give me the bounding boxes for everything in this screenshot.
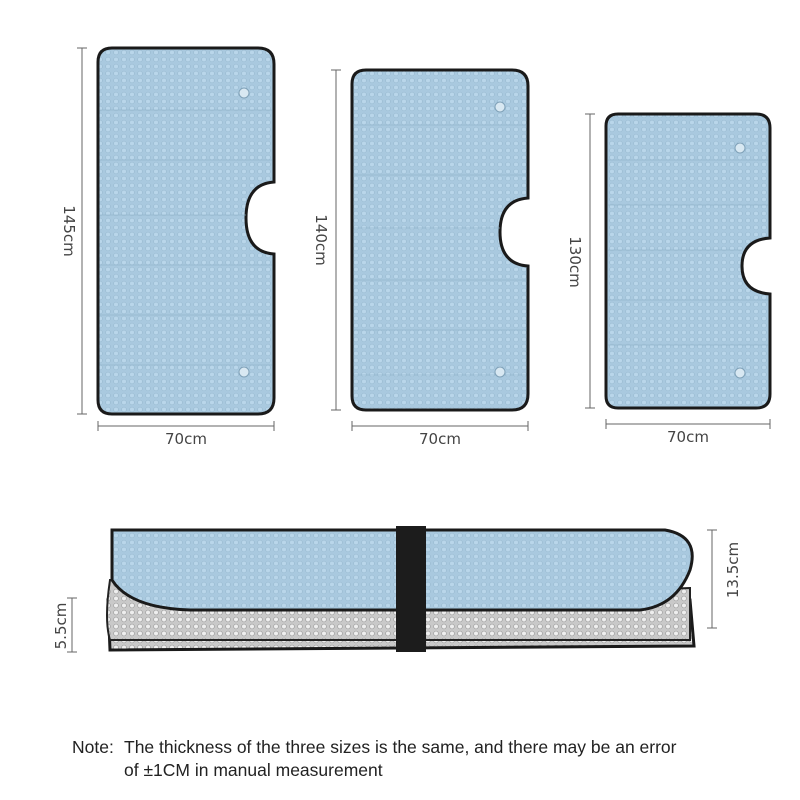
sunshade-small-panel bbox=[606, 114, 770, 408]
shade-small-height-label: 130cm bbox=[566, 236, 584, 288]
shade-small-width-label: 70cm bbox=[667, 428, 709, 446]
note-text bbox=[72, 736, 772, 782]
note-line-1: The thickness of the three sizes is the same, and there may be an error bbox=[124, 737, 677, 757]
suction-cup-icon bbox=[735, 143, 745, 153]
suction-cup-icon bbox=[239, 367, 249, 377]
shade-medium-width-label: 70cm bbox=[419, 430, 461, 448]
folded-sunshade bbox=[52, 526, 742, 652]
sunshade-large-panel bbox=[98, 48, 274, 414]
suction-cup-icon bbox=[495, 102, 505, 112]
suction-cup-icon bbox=[239, 88, 249, 98]
folded-strap bbox=[396, 526, 426, 652]
folded-height-label: 13.5cm bbox=[724, 541, 742, 599]
folded-thickness-label: 5.5cm bbox=[52, 602, 70, 650]
shade-large-height-label: 145cm bbox=[60, 205, 78, 257]
shade-medium-height-label: 140cm bbox=[312, 214, 330, 266]
sunshade-medium bbox=[312, 70, 528, 448]
suction-cup-icon bbox=[735, 368, 745, 378]
note-line-2: of ±1CM in manual measurement bbox=[124, 760, 383, 780]
shade-large-width-label: 70cm bbox=[165, 430, 207, 448]
note-prefix: Note: bbox=[72, 737, 114, 757]
sunshade-large bbox=[60, 48, 274, 448]
suction-cup-icon bbox=[495, 367, 505, 377]
sunshade-medium-panel bbox=[352, 70, 528, 410]
sunshade-small bbox=[566, 114, 770, 446]
